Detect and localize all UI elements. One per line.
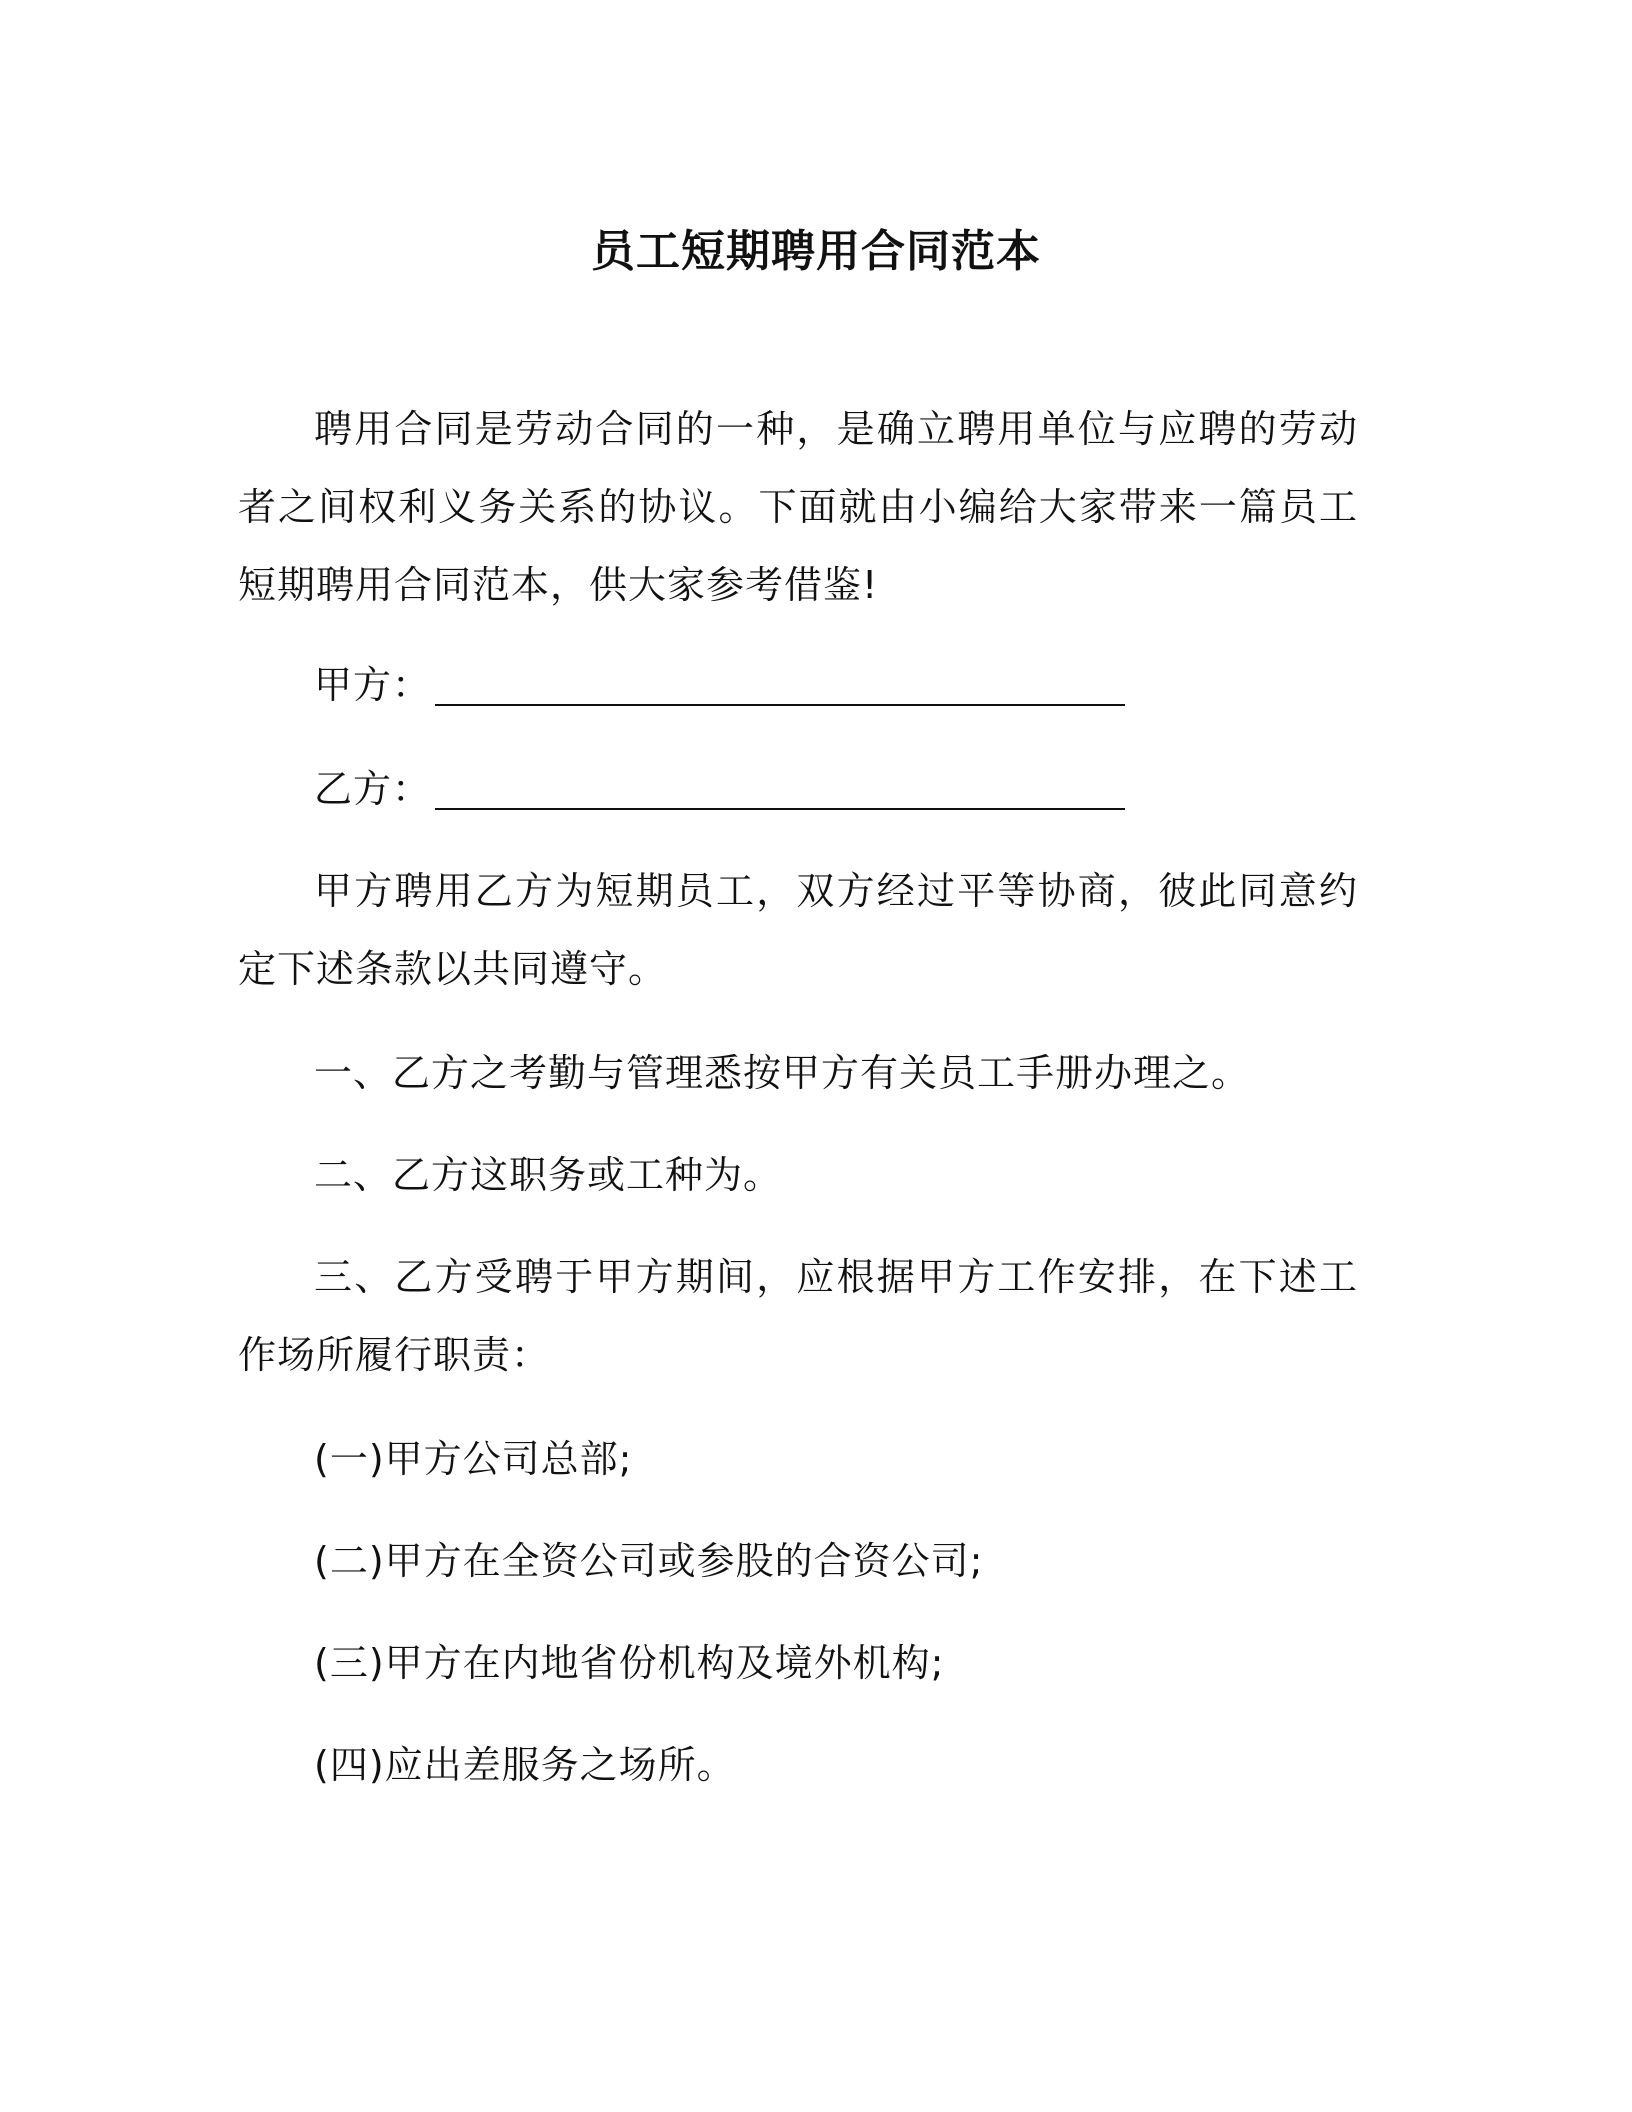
party-a-line [238, 646, 1358, 724]
sub-clause-4: (四)应出差服务之场所。 [314, 1743, 736, 1787]
sub-clause-1: (一)甲方公司总部; [314, 1437, 633, 1481]
clause-3: 三、乙方受聘于甲方期间，应根据甲方工作安排，在下述工作场所履行职责： [238, 1255, 1358, 1377]
party-b-line [238, 750, 1358, 828]
sub-clause-2: (二)甲方在全资公司或参股的合资公司; [314, 1539, 984, 1583]
party-b-label: 乙方： [314, 767, 432, 811]
clause-2: 二、乙方这职务或工种为。 [314, 1153, 783, 1197]
clause-1: 一、乙方之考勤与管理悉按甲方有关员工手册办理之。 [314, 1051, 1251, 1095]
sub-clause-3: (三)甲方在内地省份机构及境外机构; [314, 1641, 945, 1685]
document-title: 员工短期聘用合同范本 [591, 226, 1041, 277]
party-a-blank [435, 704, 1125, 706]
party-a-label: 甲方： [314, 663, 432, 707]
preamble-paragraph: 甲方聘用乙方为短期员工，双方经过平等协商，彼此同意约定下述条款以共同遵守。 [238, 869, 1358, 991]
intro-paragraph: 聘用合同是劳动合同的一种，是确立聘用单位与应聘的劳动者之间权利义务关系的协议。下面就由小编给大家带来一篇员工短期聘用合同范本，供大家参考借鉴! [238, 407, 1358, 607]
party-b-blank [435, 808, 1125, 810]
